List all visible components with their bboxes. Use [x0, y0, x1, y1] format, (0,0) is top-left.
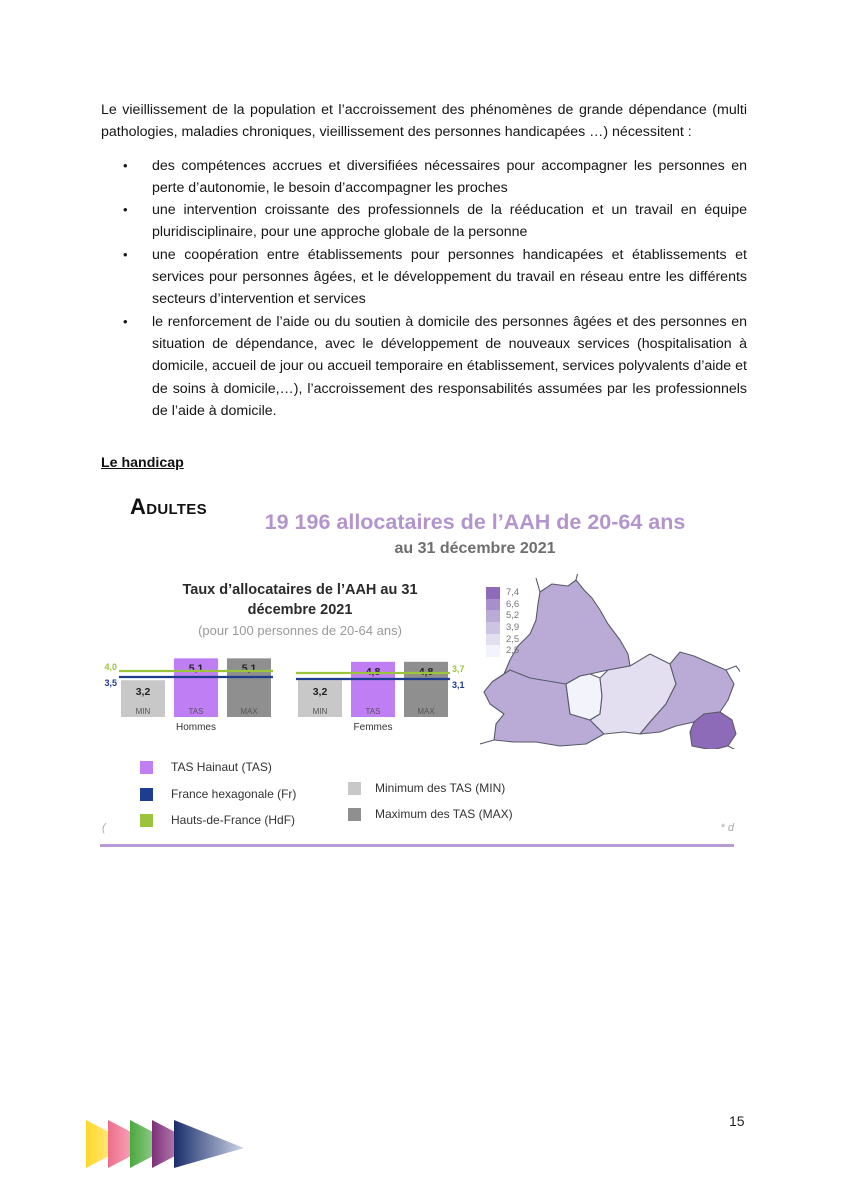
map-legend-label: 2,5 — [506, 645, 520, 657]
map-legend-swatch — [486, 587, 500, 599]
legend-swatch-min — [348, 782, 361, 795]
bullet-item: • une intervention croissante des professionnels de la rééducation et un travail en équipe pluridisciplinaire, pour une approche globale de la personne — [101, 199, 747, 244]
legend-swatch-max — [348, 808, 361, 821]
map-legend-swatch — [486, 610, 500, 622]
map-legend-label: 2,5 — [506, 633, 520, 645]
map-legend — [486, 587, 519, 657]
map-legend-label: 7,4 — [506, 587, 520, 598]
intro-paragraph: Le vieillissement de la population et l’accroissement des phénomènes de grande dépendance (multi pathologies, maladies chroniques, vieillissement des personnes handicapées …) nécessitent : — [101, 102, 747, 141]
bar-value-label: 3,2 — [312, 686, 328, 699]
bar-value-label: 4,8 — [365, 665, 381, 678]
group-label: Femmes — [353, 722, 393, 733]
reference-line-label: 3,1 — [452, 680, 465, 690]
chart-subtitle: (pour 100 personnes de 20-64 ans) — [198, 623, 402, 638]
bar-category-label: MAX — [417, 707, 435, 716]
map-legend-item — [486, 622, 519, 634]
map-legend-swatch — [486, 622, 500, 634]
legend-item-min: Minimum des TAS (MIN) — [348, 781, 505, 795]
map-legend-swatch — [486, 634, 500, 646]
bar-category-label: MAX — [240, 707, 258, 716]
map-region-center-west — [566, 674, 602, 720]
legend-item-france: France hexagonale (Fr) — [140, 787, 296, 801]
legend-item-hdf: Hauts-de-France (HdF) — [140, 813, 295, 827]
figure-bottom-rule — [100, 844, 734, 847]
logo-arrow-navy — [174, 1120, 244, 1168]
footnote-right: * d — [720, 822, 734, 834]
bar-category-label: TAS — [365, 707, 381, 716]
map-legend-item — [486, 599, 519, 611]
footnote-left: ( — [102, 822, 106, 834]
bar-category-label: MIN — [312, 707, 328, 716]
bullet-icon: • — [123, 157, 128, 173]
legend-item-max: Maximum des TAS (MAX) — [348, 807, 513, 821]
bullet-item: • le renforcement de l’aide ou du soutien à domicile des personnes âgées et des personnes en situation de dépendance, avec le développement de nouveaux services (hospitalisation à domicile, accueil de jour ou accueil temporaire en établissement, services polyvalents d’aide et de soins à domicile,…), l’accroissement des responsabilités assumées par les professionnels de l’aide à domicile. — [101, 311, 747, 422]
legend-swatch-france — [140, 788, 153, 801]
bullet-icon: • — [123, 246, 128, 262]
map-legend-item — [486, 645, 519, 657]
page-number: 15 — [729, 1113, 745, 1129]
map-legend-item — [486, 634, 519, 646]
bar-category-label: MIN — [135, 707, 151, 716]
map-legend-swatch — [486, 599, 500, 611]
map-legend-swatch — [486, 645, 500, 657]
legend-item-tas: TAS Hainaut (TAS) — [140, 760, 272, 774]
body-text — [101, 99, 747, 422]
map-legend-label: 3,9 — [506, 622, 520, 634]
reference-line-label: 4,0 — [104, 662, 117, 672]
bullet-list — [101, 155, 747, 423]
bar-value-label: 5,1 — [241, 662, 257, 675]
figure-subheadline: au 31 décembre 2021 — [394, 540, 556, 557]
reference-line-label: 3,7 — [452, 664, 465, 674]
group-label: Hommes — [175, 722, 217, 733]
logo-arrows-icon — [84, 1118, 254, 1170]
bar-chart — [100, 648, 480, 748]
bar-value-label: 3,2 — [135, 686, 151, 699]
bar-value-label: 5,1 — [188, 662, 204, 675]
bar-value-label: 4,8 — [418, 665, 434, 678]
bullet-icon: • — [123, 313, 128, 329]
map-legend-label: 5,2 — [506, 610, 520, 622]
section-title: Le handicap — [101, 455, 184, 471]
bar-category-label: TAS — [188, 707, 204, 716]
legend-swatch-hdf — [140, 814, 153, 827]
aah-infographic — [100, 488, 736, 850]
bullet-icon: • — [123, 202, 128, 218]
map-legend-item — [486, 587, 519, 599]
figure-headline: 19 196 allocataires de l’AAH de 20-64 ans — [264, 510, 686, 534]
figure-tag: Adultes — [130, 494, 207, 519]
bullet-item: • des compétences accrues et diversifiées nécessaires pour accompagner les personnes en perte d’autonomie, le besoin d’accompagner les proches — [101, 155, 747, 200]
chart-title: Taux d’allocataires de l’AAH au 31 décembre 2021 — [182, 582, 418, 618]
reference-line-label: 3,5 — [104, 678, 117, 688]
map-legend-label: 6,6 — [506, 598, 520, 610]
bullet-item: • une coopération entre établissements pour personnes handicapées et établissements et services pour personnes âgées, et le développement du travail en réseau entre les différents secteurs d’intervention et services — [101, 244, 747, 311]
legend-swatch-tas — [140, 761, 153, 774]
map-legend-item — [486, 610, 519, 622]
